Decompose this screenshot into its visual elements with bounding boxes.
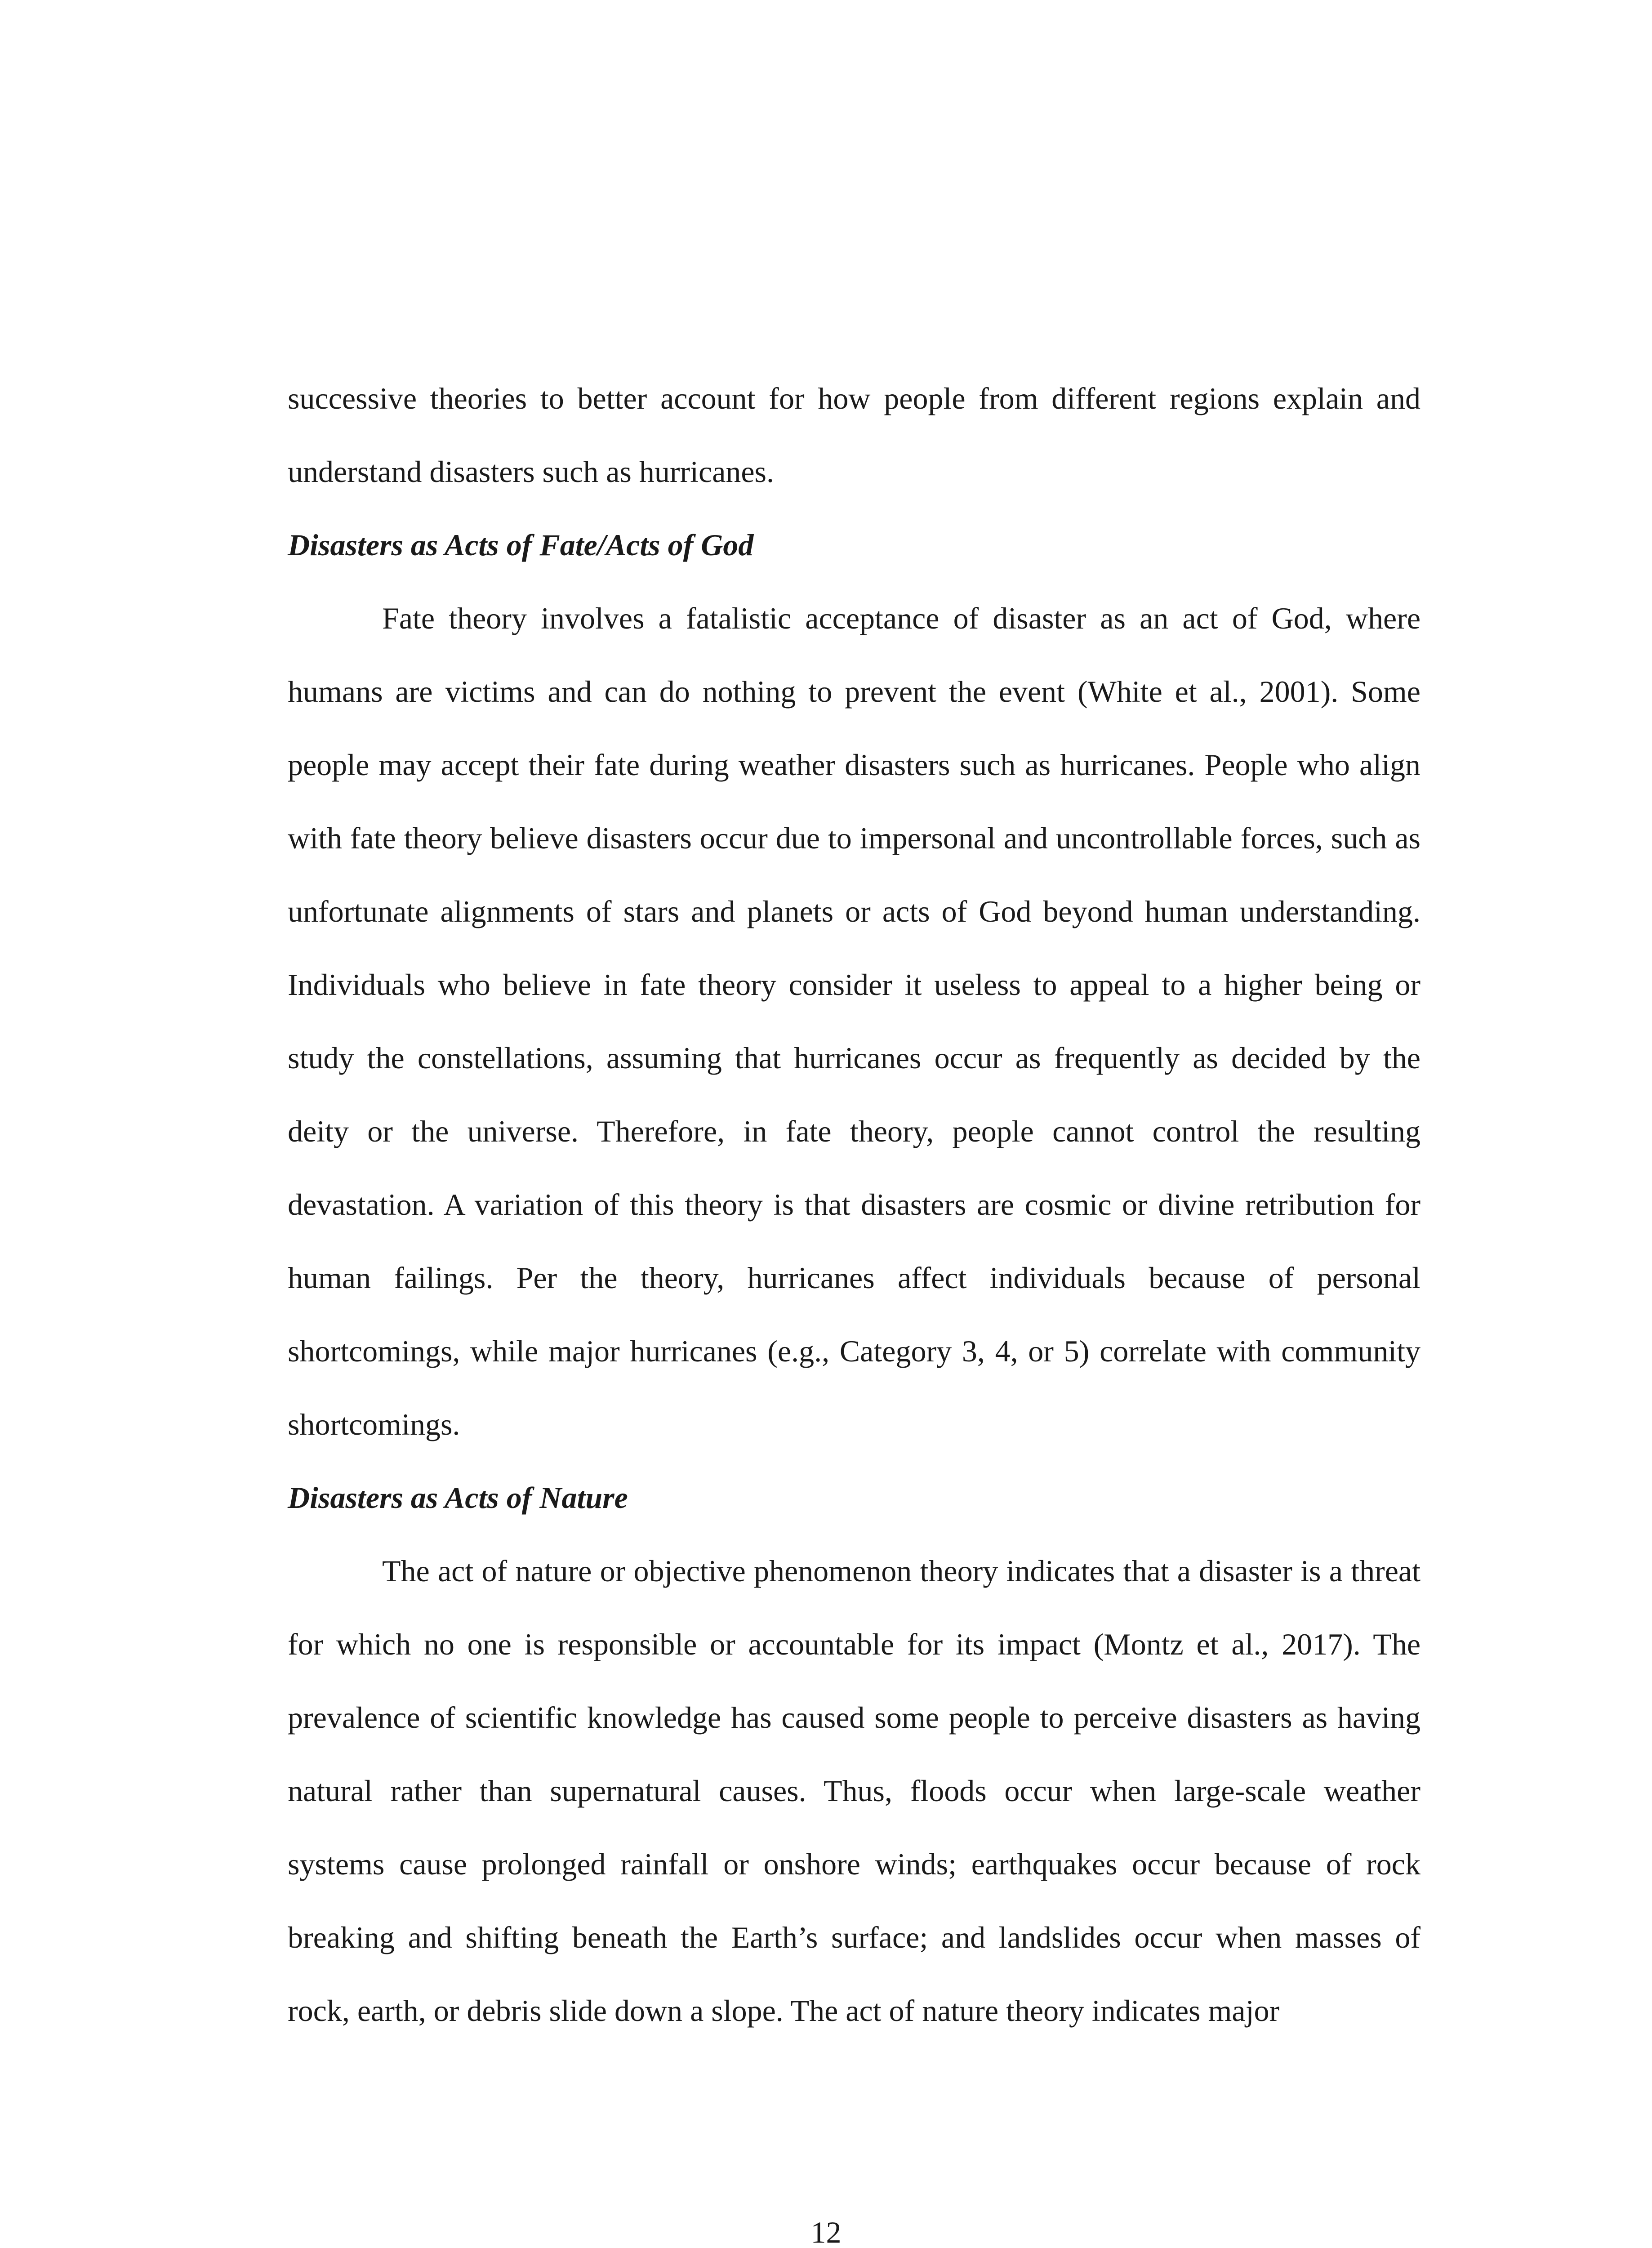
heading-nature: Disasters as Acts of Nature: [288, 1481, 628, 1515]
document-body: [288, 362, 1420, 2047]
paragraph-nature: The act of nature or objective phenomenon theory indicates that a disaster is a threat for which no one is responsible or accountable for its impact (Montz et al., 2017). The prevalence of scientific knowledge has caused some people to perceive disasters as having natural rather than supernatural causes. Thus, floods occur when large-scale weather systems cause prolonged rainfall or onshore winds; earthquakes occur because of rock breaking and shifting beneath the Earth’s surface; and landslides occur when masses of rock, earth, or debris slide down a slope. The act of nature theory indicates major: [288, 1554, 1420, 2028]
heading-fate: Disasters as Acts of Fate/Acts of God: [288, 528, 754, 562]
page-number: 12: [810, 2215, 842, 2248]
paragraph-fate: Fate theory involves a fatalistic acceptance of disaster as an act of God, where humans are victims and can do nothing to prevent the event (White et al., 2001). Some people may accept their fate during weather disasters such as hurricanes. People who align with fate theory believe disasters occur due to impersonal and uncontrollable forces, such as unfortunate alignments of stars and planets or acts of God beyond human understanding. Individuals who believe in fate theory consider it useless to appeal to a higher being or study the constellations, assuming that hurricanes occur as frequently as decided by the deity or the universe. Therefore, in fate theory, people cannot control the resulting devastation. A variation of this theory is that disasters are cosmic or divine retribution for human failings. Per the theory, hurricanes affect individuals because of personal shortcomings, while major hurricanes (e.g., Category 3, 4, or 5) correlate with community shortcomings.: [288, 601, 1420, 1441]
paragraph-intro: successive theories to better account for how people from different regions explain and understand disasters such as hurricanes.: [288, 381, 1420, 489]
